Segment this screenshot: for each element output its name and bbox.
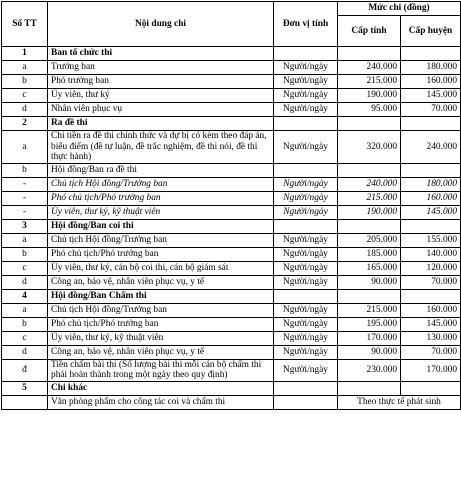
cell-unit: Người/ngày	[274, 359, 338, 381]
cell-district: 70.000	[401, 103, 461, 117]
table-row	[2, 247, 461, 261]
cell-content: Chi tiền ra đề thi chính thức và dự bị có kèm theo đáp án, biểu điểm (đề tự luận, đề trắc nghiệm, đề thi nói, đề thi thực hành)	[48, 131, 274, 164]
cell-province: 190.000	[338, 89, 401, 103]
cell-province: 195.000	[338, 317, 401, 331]
cell-district: 155.000	[401, 233, 461, 247]
cell-unit: Người/ngày	[274, 177, 338, 191]
cell-province: 165.000	[338, 261, 401, 275]
table-row	[2, 131, 461, 164]
table-row	[2, 303, 461, 317]
cell-unit: Người/ngày	[274, 103, 338, 117]
cell-province: 95.000	[338, 103, 401, 117]
cell-content: Trưởng ban	[48, 61, 274, 75]
cell-content: Ủy viên, thư ký, kỹ thuật viên	[48, 331, 274, 345]
cell-unit: Người/ngày	[274, 75, 338, 89]
cell-district: 170.000	[401, 359, 461, 381]
cell-province: 205.000	[338, 233, 401, 247]
cell-district: 180.000	[401, 61, 461, 75]
cell-stt: b	[2, 75, 48, 89]
table-row	[2, 331, 461, 345]
cell-province: 90.000	[338, 275, 401, 289]
cell-stt: -	[2, 177, 48, 191]
section-row	[2, 289, 461, 303]
section-row	[2, 381, 461, 395]
cell-content: Ủy viên, thư ký	[48, 89, 274, 103]
section-row	[2, 47, 461, 61]
cell-province	[338, 381, 401, 395]
cell-province	[338, 47, 401, 61]
cell-unit: Người/ngày	[274, 303, 338, 317]
header-rate: Mức chi (đồng)	[338, 2, 461, 16]
cell-stt: c	[2, 331, 48, 345]
cell-content: Hội đồng/Ban coi thi	[48, 219, 274, 233]
table-row	[2, 163, 461, 177]
table-row	[2, 75, 461, 89]
cell-stt: c	[2, 261, 48, 275]
cell-district	[401, 381, 461, 395]
cell-district: 70.000	[401, 345, 461, 359]
cell-unit	[274, 381, 338, 395]
cell-province: 320.000	[338, 131, 401, 164]
section-row	[2, 117, 461, 131]
cell-content: Chủ tịch Hội đồng/Trưởng ban	[48, 303, 274, 317]
cell-district: 180.000	[401, 177, 461, 191]
section-row	[2, 219, 461, 233]
cell-province: 215.000	[338, 75, 401, 89]
cell-stt: b	[2, 247, 48, 261]
cell-content: Chủ tịch Hội đồng/Trưởng ban	[48, 233, 274, 247]
cell-content: Công an, bảo vệ, nhân viên phục vụ, y tế	[48, 275, 274, 289]
table-row	[2, 395, 461, 409]
cell-unit: Người/ngày	[274, 131, 338, 164]
cell-district	[401, 47, 461, 61]
cell-province	[338, 219, 401, 233]
header-stt: Số TT	[2, 2, 48, 47]
cell-stt: c	[2, 89, 48, 103]
cell-content: Hội đồng/Ban ra đề thi	[48, 163, 274, 177]
cell-stt: 1	[2, 47, 48, 61]
cell-stt: a	[2, 233, 48, 247]
cell-district: 145.000	[401, 317, 461, 331]
cell-province: 215.000	[338, 303, 401, 317]
cell-district	[401, 163, 461, 177]
cell-content: Phó chủ tịch/Phó trưởng ban	[48, 317, 274, 331]
cell-unit	[274, 289, 338, 303]
cell-content: Ủy viên, thư ký, kỹ thuật viên	[48, 205, 274, 219]
cell-district: 160.000	[401, 75, 461, 89]
cell-content: Văn phòng phẩm cho công tác coi và chấm thi	[48, 395, 274, 409]
cell-stt	[2, 395, 48, 409]
cell-unit: Người/ngày	[274, 275, 338, 289]
cell-content: Ban tổ chức thi	[48, 47, 274, 61]
cell-district: 160.000	[401, 303, 461, 317]
cell-unit: Người/ngày	[274, 61, 338, 75]
table-row	[2, 261, 461, 275]
cell-stt: 4	[2, 289, 48, 303]
header-district: Cấp huyện	[401, 16, 461, 47]
cell-province: 240.000	[338, 61, 401, 75]
cell-content: Ủy viên, thư ký, cán bộ coi thi, cán bộ giám sát	[48, 261, 274, 275]
cell-stt: -	[2, 191, 48, 205]
cell-unit: Người/ngày	[274, 205, 338, 219]
cell-stt: đ	[2, 359, 48, 381]
cell-content: Tiền chấm bài thi (Số lượng bài thi mỗi cán bộ chấm thi phải hoàn thành trong một ngày theo quy định)	[48, 359, 274, 381]
cell-unit: Người/ngày	[274, 191, 338, 205]
cell-stt: d	[2, 275, 48, 289]
cell-content: Phó chủ tịch/Phó trưởng ban	[48, 191, 274, 205]
table-row	[2, 275, 461, 289]
cell-content: Công an, bảo vệ, nhân viên phục vụ, y tế	[48, 345, 274, 359]
table-row	[2, 103, 461, 117]
cell-district	[401, 117, 461, 131]
cell-content: Chủ tịch Hội đồng/Trưởng ban	[48, 177, 274, 191]
cell-stt: 5	[2, 381, 48, 395]
cell-province: 190.000	[338, 205, 401, 219]
cell-province	[338, 289, 401, 303]
cell-content: Phó trưởng ban	[48, 75, 274, 89]
cell-province	[338, 163, 401, 177]
table-row	[2, 89, 461, 103]
cell-unit	[274, 47, 338, 61]
header-province: Cấp tỉnh	[338, 16, 401, 47]
table-row	[2, 317, 461, 331]
cell-rate-span: Theo thực tế phát sinh	[338, 395, 461, 409]
cell-stt: 2	[2, 117, 48, 131]
cell-province	[338, 117, 401, 131]
table-row	[2, 191, 461, 205]
cell-unit: Người/ngày	[274, 331, 338, 345]
cell-unit: Người/ngày	[274, 247, 338, 261]
cell-stt: a	[2, 131, 48, 164]
cell-district: 145.000	[401, 89, 461, 103]
cell-stt: a	[2, 303, 48, 317]
cell-content: Nhân viên phục vụ	[48, 103, 274, 117]
cell-unit	[274, 219, 338, 233]
cell-district: 70.000	[401, 275, 461, 289]
cell-unit: Người/ngày	[274, 317, 338, 331]
cell-stt: d	[2, 103, 48, 117]
cell-stt: b	[2, 163, 48, 177]
cell-stt: d	[2, 345, 48, 359]
cell-province: 240.000	[338, 177, 401, 191]
cell-district: 240.000	[401, 131, 461, 164]
table-body	[2, 47, 461, 410]
cell-unit: Người/ngày	[274, 233, 338, 247]
table-row	[2, 205, 461, 219]
table-row	[2, 61, 461, 75]
cell-district: 160.000	[401, 191, 461, 205]
cell-province: 90.000	[338, 345, 401, 359]
cell-district: 145.000	[401, 205, 461, 219]
cell-unit: Người/ngày	[274, 345, 338, 359]
cell-district: 140.000	[401, 247, 461, 261]
cell-unit: Người/ngày	[274, 261, 338, 275]
table-row	[2, 233, 461, 247]
table-row	[2, 359, 461, 381]
table-row	[2, 345, 461, 359]
header-unit: Đơn vị tính	[274, 2, 338, 47]
cell-content: Phó chủ tịch/Phó trưởng ban	[48, 247, 274, 261]
cell-district	[401, 219, 461, 233]
cell-province: 185.000	[338, 247, 401, 261]
cell-unit	[274, 117, 338, 131]
cell-stt: 3	[2, 219, 48, 233]
cell-stt: -	[2, 205, 48, 219]
cell-province: 170.000	[338, 331, 401, 345]
cell-district	[401, 289, 461, 303]
cell-content: Hội đồng/Ban Chấm thi	[48, 289, 274, 303]
cell-unit: Người/ngày	[274, 89, 338, 103]
cell-content: Chi khác	[48, 381, 274, 395]
expense-table	[1, 1, 461, 410]
cell-province: 230.000	[338, 359, 401, 381]
cell-stt: a	[2, 61, 48, 75]
table-row	[2, 177, 461, 191]
cell-province: 215.000	[338, 191, 401, 205]
cell-district: 120.000	[401, 261, 461, 275]
cell-unit	[274, 163, 338, 177]
cell-unit	[274, 395, 338, 409]
cell-stt: b	[2, 317, 48, 331]
cell-district: 130.000	[401, 331, 461, 345]
header-content: Nội dung chi	[48, 2, 274, 47]
cell-content: Ra đề thi	[48, 117, 274, 131]
